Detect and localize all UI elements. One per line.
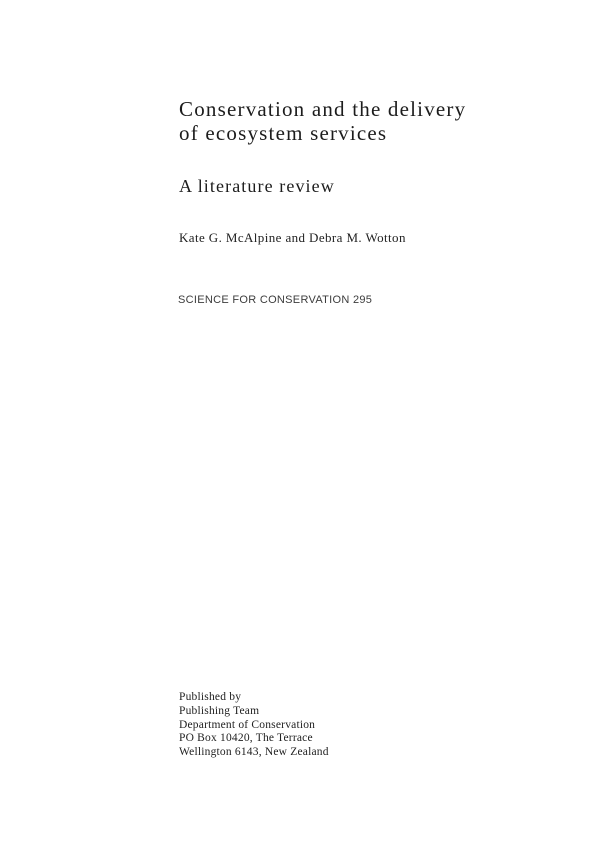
publisher-line: Department of Conservation <box>179 718 316 731</box>
title-line-2: of ecosystem services <box>179 121 388 145</box>
publisher-line: Publishing Team <box>179 704 260 717</box>
publisher-block <box>179 691 329 760</box>
publisher-line: PO Box 10420, The Terrace <box>179 732 313 745</box>
publisher-line: Published by <box>179 691 242 703</box>
page-title <box>179 97 466 145</box>
series-label: SCIENCE FOR CONSERVATION 295 <box>178 294 373 306</box>
authors-line: Kate G. McAlpine and Debra M. Wotton <box>179 230 406 245</box>
title-line-1: Conservation and the delivery <box>179 97 467 121</box>
subtitle: A literature review <box>179 176 335 196</box>
publisher-line: Wellington 6143, New Zealand <box>179 746 329 759</box>
